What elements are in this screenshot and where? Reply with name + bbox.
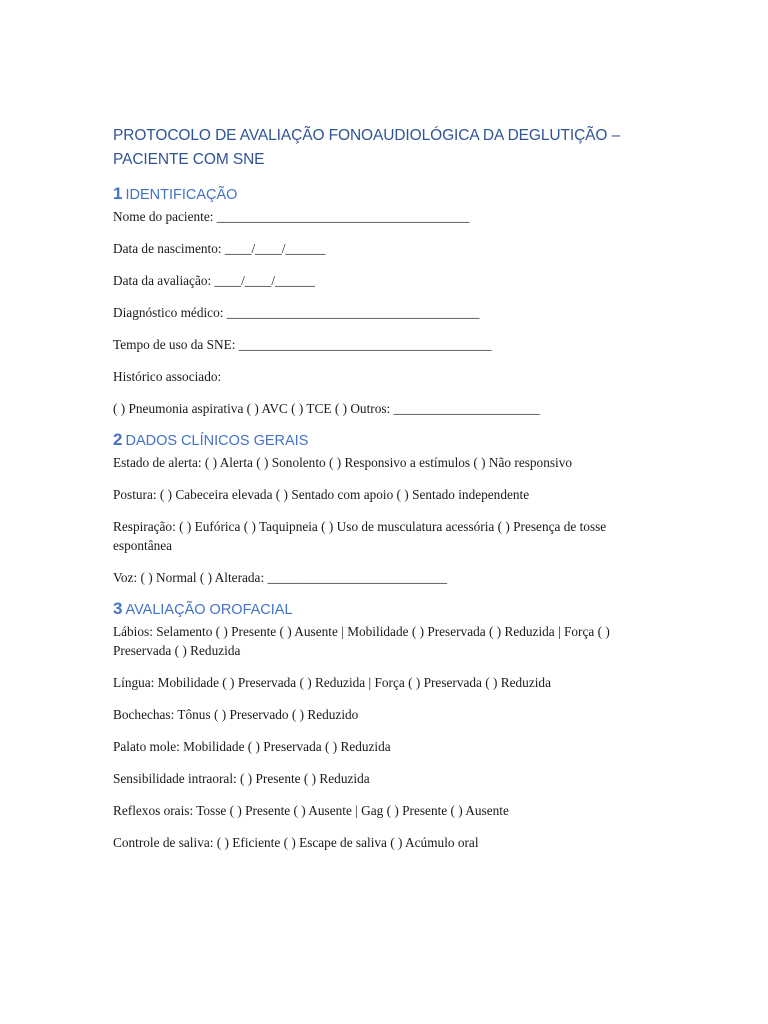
field-data-avaliacao: Data da avaliação: ____/____/______ xyxy=(113,273,315,288)
section-title: AVALIAÇÃO OROFACIAL xyxy=(125,602,293,618)
field-controle-saliva: Controle de saliva: ( ) Eficiente ( ) Escape de saliva ( ) Acúmulo oral xyxy=(113,835,479,850)
section-heading-identificacao xyxy=(113,184,653,205)
field-historico-opcoes: ( ) Pneumonia aspirativa ( ) AVC ( ) TCE ( ) Outros: ______________________ xyxy=(113,401,540,416)
field-historico-associado: Histórico associado: xyxy=(113,369,222,384)
document-title xyxy=(113,124,653,172)
section-avaliacao-orofacial xyxy=(113,599,653,852)
field-data-nascimento: Data de nascimento: ____/____/______ xyxy=(113,241,326,256)
field-nome-paciente: Nome do paciente: ______________________________________ xyxy=(113,209,470,224)
field-sensibilidade-intraoral: Sensibilidade intraoral: ( ) Presente ( ) Reduzida xyxy=(113,771,370,786)
field-estado-alerta: Estado de alerta: ( ) Alerta ( ) Sonolento ( ) Responsivo a estímulos ( ) Não responsivo xyxy=(113,455,573,470)
section-heading-avaliacao-orofacial xyxy=(113,599,653,620)
field-postura: Postura: ( ) Cabeceira elevada ( ) Sentado com apoio ( ) Sentado independente xyxy=(113,487,530,502)
field-voz: Voz: ( ) Normal ( ) Alterada: ___________________________ xyxy=(113,570,447,585)
section-identificacao xyxy=(113,184,653,418)
section-heading-dados-clinicos xyxy=(113,430,653,451)
section-title: IDENTIFICAÇÃO xyxy=(125,187,238,203)
field-bochechas: Bochechas: Tônus ( ) Preservado ( ) Reduzido xyxy=(113,707,359,722)
field-reflexos-orais: Reflexos orais: Tosse ( ) Presente ( ) Ausente | Gag ( ) Presente ( ) Ausente xyxy=(113,803,509,818)
section-dados-clinicos xyxy=(113,430,653,587)
field-diagnostico-medico: Diagnóstico médico: ______________________________________ xyxy=(113,305,480,320)
field-labios: Lábios: Selamento ( ) Presente ( ) Ausente | Mobilidade ( ) Preservada ( ) Reduzida | Força ( ) Preservada ( ) Reduzida xyxy=(113,624,610,658)
section-number: 1 xyxy=(113,184,123,203)
document-page xyxy=(113,124,653,865)
document-title-line-2: PACIENTE COM SNE xyxy=(113,151,265,168)
field-palato-mole: Palato mole: Mobilidade ( ) Preservada ( ) Reduzida xyxy=(113,739,391,754)
field-tempo-uso-sne: Tempo de uso da SNE: ______________________________________ xyxy=(113,337,492,352)
section-number: 3 xyxy=(113,599,123,618)
document-title-line-1: PROTOCOLO DE AVALIAÇÃO FONOAUDIOLÓGICA DA DEGLUTIÇÃO – xyxy=(113,127,621,144)
field-lingua: Língua: Mobilidade ( ) Preservada ( ) Reduzida | Força ( ) Preservada ( ) Reduzida xyxy=(113,675,551,690)
field-respiracao: Respiração: ( ) Eufórica ( ) Taquipneia ( ) Uso de musculatura acessória ( ) Presença de tosse espontânea xyxy=(113,519,607,553)
section-title: DADOS CLÍNICOS GERAIS xyxy=(125,433,309,449)
section-number: 2 xyxy=(113,430,123,449)
